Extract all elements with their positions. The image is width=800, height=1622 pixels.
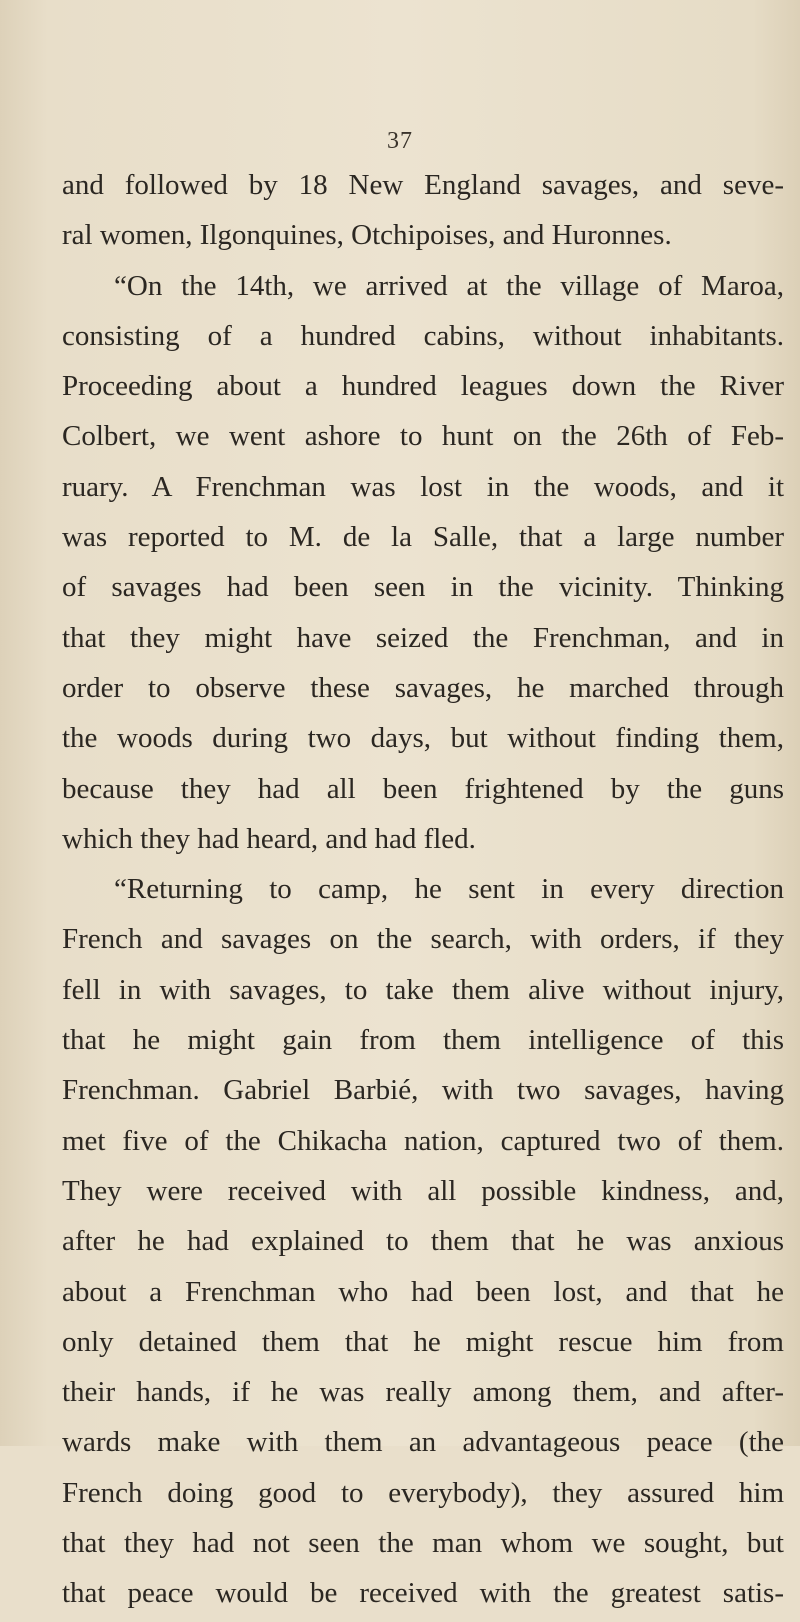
text-line: of savages had been seen in the vicinity. Thinking: [62, 571, 784, 604]
text-line: Proceeding about a hundred leagues down the River: [62, 370, 784, 403]
text-line: the woods during two days, but without finding them,: [62, 722, 784, 755]
text-line: that they might have seized the Frenchman, and in: [62, 621, 784, 654]
text-line: which they had heard, and had fled.: [62, 822, 476, 855]
text-line: Colbert, we went ashore to hunt on the 26th of Feb-: [62, 420, 784, 453]
text-line: fell in with savages, to take them alive without injury,: [62, 973, 784, 1006]
page-number: 37: [387, 128, 413, 154]
text-line: French doing good to everybody), they assured him: [62, 1476, 784, 1509]
text-line: after he had explained to them that he was anxious: [62, 1225, 784, 1258]
text-line: consisting of a hundred cabins, without inhabitants.: [62, 319, 784, 352]
text-line: because they had all been frightened by the guns: [62, 772, 784, 805]
text-line: ral women, Ilgonquines, Otchipoises, and Huronnes.: [62, 219, 672, 252]
text-line: their hands, if he was really among them, and after-: [62, 1376, 784, 1409]
text-line: that they had not seen the man whom we sought, but: [62, 1527, 784, 1560]
text-line: and followed by 18 New England savages, and seve-: [62, 169, 784, 201]
text-line: Frenchman. Gabriel Barbié, with two savages, having: [62, 1074, 784, 1107]
text-line: that peace would be received with the greatest satis-: [62, 1577, 784, 1610]
text-line: “Returning to camp, he sent in every direction: [114, 873, 784, 906]
body-text: [62, 163, 784, 1622]
text-line: was reported to M. de la Salle, that a large number: [62, 521, 784, 554]
text-line: ruary. A Frenchman was lost in the woods, and it: [62, 470, 784, 503]
text-line: only detained them that he might rescue him from: [62, 1325, 784, 1358]
text-line: wards make with them an advantageous peace (the: [62, 1426, 784, 1459]
text-line: met five of the Chikacha nation, captured two of them.: [62, 1124, 784, 1157]
text-line: that he might gain from them intelligence of this: [62, 1024, 784, 1057]
text-line: French and savages on the search, with orders, if they: [62, 923, 784, 956]
text-line: They were received with all possible kindness, and,: [62, 1174, 784, 1207]
text-line: about a Frenchman who had been lost, and that he: [62, 1275, 784, 1308]
text-line: “On the 14th, we arrived at the village of Maroa,: [114, 269, 784, 302]
text-line: order to observe these savages, he marched through: [62, 671, 784, 704]
